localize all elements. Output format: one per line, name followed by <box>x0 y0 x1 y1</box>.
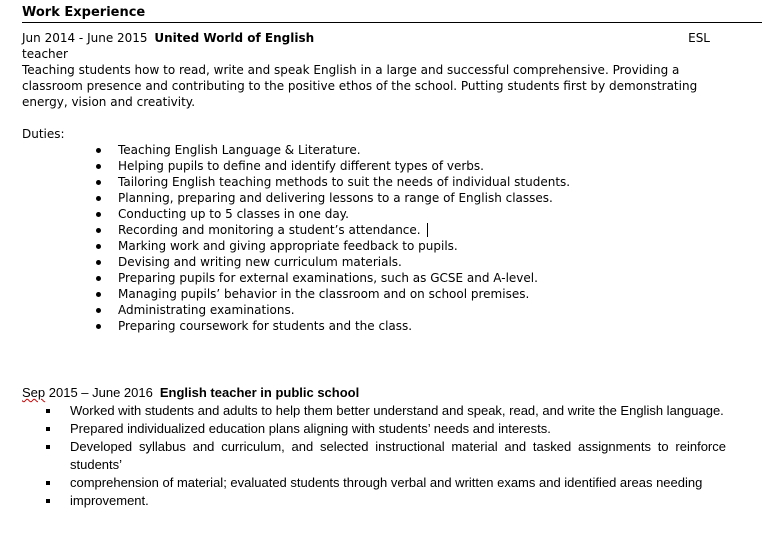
job1-role-part2: teacher <box>22 47 68 61</box>
bullet-icon <box>96 164 101 169</box>
bullet-icon <box>96 292 101 297</box>
duty-item: Planning, preparing and delivering lessons to a range of English classes. <box>96 190 570 206</box>
duty-item: Tailoring English teaching methods to suit the needs of individual students. <box>96 174 570 190</box>
job2-list <box>46 402 726 510</box>
bullet-icon <box>96 276 101 281</box>
job2-title: English teacher in public school <box>159 385 360 400</box>
square-bullet-icon <box>46 445 50 449</box>
section-divider <box>22 22 762 23</box>
job2-item: comprehension of material; evaluated students through verbal and written exams and identified areas needing <box>46 474 726 492</box>
job1-role-part1: ESL <box>688 31 710 45</box>
job2-item: Prepared individualized education plans aligning with students’ needs and interests. <box>46 420 726 438</box>
duty-item: Administrating examinations. <box>96 302 570 318</box>
job2-date-start: Sep <box>22 385 46 400</box>
job1-dates: Jun 2014 - June 2015 <box>22 31 148 45</box>
bullet-icon <box>96 212 101 217</box>
bullet-icon <box>96 228 101 233</box>
duties-list <box>96 142 570 334</box>
bullet-icon <box>96 244 101 249</box>
job2-item: improvement. <box>46 492 726 510</box>
square-bullet-icon <box>46 427 50 431</box>
duty-item: Marking work and giving appropriate feedback to pupils. <box>96 238 570 254</box>
duty-item: Recording and monitoring a student’s attendance. <box>96 222 570 238</box>
job2-item: Developed syllabus and curriculum, and selected instructional material and tasked assignments to reinforce students’ <box>46 438 726 474</box>
duty-item: Helping pupils to define and identify different types of verbs. <box>96 158 570 174</box>
square-bullet-icon <box>46 481 50 485</box>
duty-item: Managing pupils’ behavior in the classroom and on school premises. <box>96 286 570 302</box>
bullet-icon <box>96 196 101 201</box>
bullet-icon <box>96 324 101 329</box>
duty-item: Preparing coursework for students and the class. <box>96 318 570 334</box>
duty-item: Conducting up to 5 classes in one day. <box>96 206 570 222</box>
job1-header <box>22 30 314 46</box>
job1-company: United World of English <box>154 31 315 45</box>
text-cursor <box>427 223 428 237</box>
bullet-icon <box>96 180 101 185</box>
bullet-icon <box>96 260 101 265</box>
bullet-icon <box>96 308 101 313</box>
job2-date-rest: 2015 – June 2016 <box>45 385 153 400</box>
duty-item: Preparing pupils for external examinations, such as GCSE and A-level. <box>96 270 570 286</box>
square-bullet-icon <box>46 499 50 503</box>
job1-summary: Teaching students how to read, write and speak English in a large and successful comprehensive. Providing a classroom presence and contributing to the positive ethos of the school. Putting students first by demonstrating energy, vision and creativity. <box>22 63 698 109</box>
bullet-icon <box>96 148 101 153</box>
duties-label: Duties: <box>22 127 65 141</box>
duty-item: Teaching English Language & Literature. <box>96 142 570 158</box>
section-heading: Work Experience <box>22 5 146 20</box>
square-bullet-icon <box>46 409 50 413</box>
duty-item: Devising and writing new curriculum materials. <box>96 254 570 270</box>
job2-item: Worked with students and adults to help them better understand and speak, read, and write the English language. <box>46 402 726 420</box>
job2-header <box>22 384 359 402</box>
